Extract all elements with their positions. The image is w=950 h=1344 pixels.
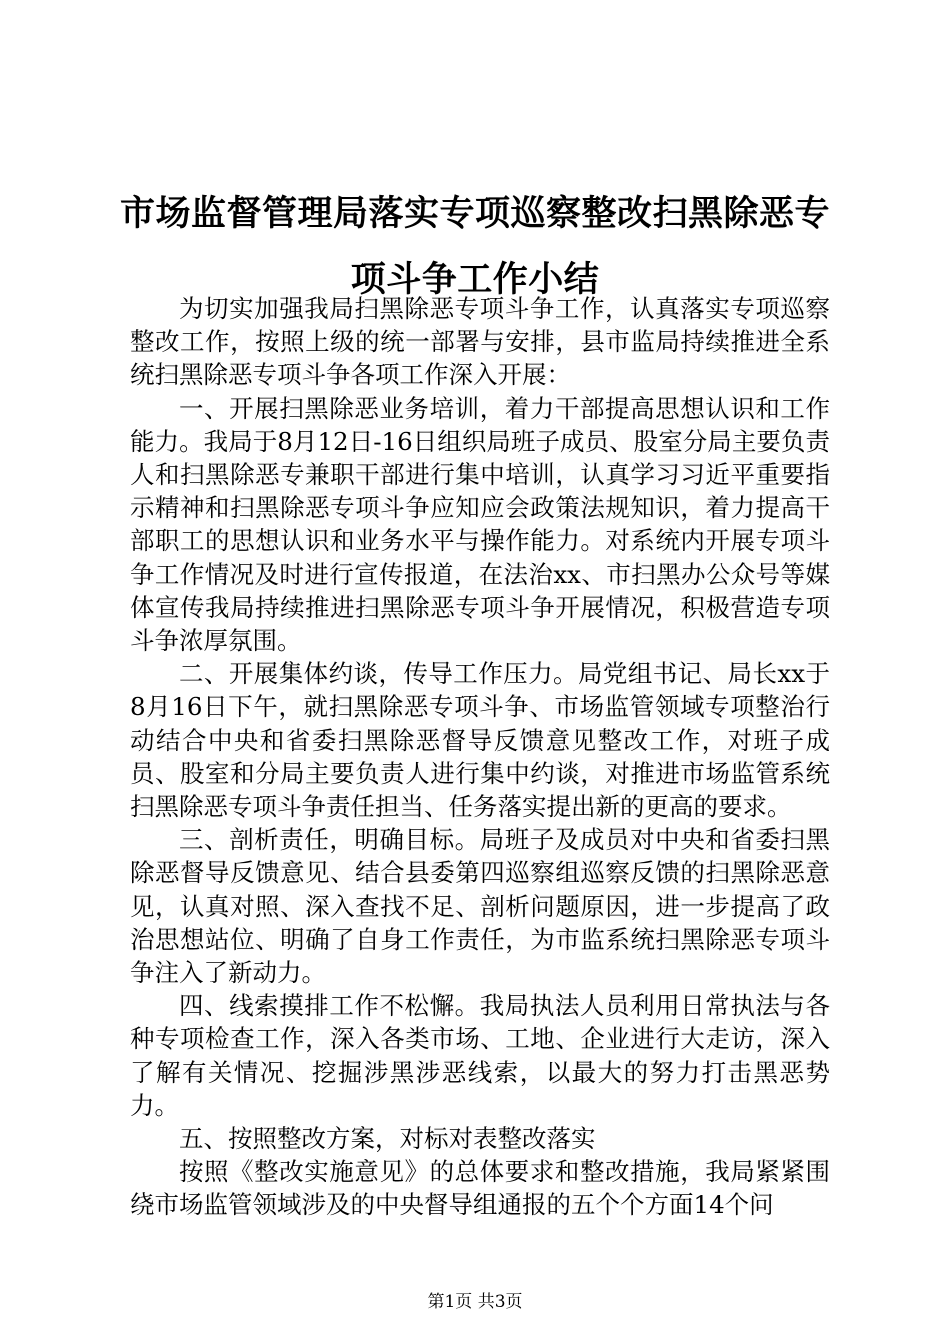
paragraph-section-3: 三、剖析责任，明确目标。局班子及成员对中央和省委扫黑除恶督导反馈意见、结合县委第四巡察组巡察反馈的扫黑除恶意见，认真对照、深入查找不足、剖析问题原因，进一步提高了政治思想站位、明确了自身工作责任，为市监系统扫黑除恶专项斗争注入了新动力。 <box>130 825 830 988</box>
paragraph-section-2: 二、开展集体约谈，传导工作压力。局党组书记、局长xx于8月16日下午，就扫黑除恶专项斗争、市场监管领域专项整治行动结合中央和省委扫黑除恶督导反馈意见整改工作，对班子成员、股室和分局主要负责人进行集中约谈，对推进市场监管系统扫黑除恶专项斗争责任担当、任务落实提出新的更高的要求。 <box>130 659 830 822</box>
document-body <box>130 292 830 1222</box>
paragraph-section-4: 四、线索摸排工作不松懈。我局执法人员利用日常执法与各种专项检查工作，深入各类市场、工地、企业进行大走访，深入了解有关情况、挖掘涉黑涉恶线索，以最大的努力打击黑恶势力。 <box>130 991 830 1120</box>
document-title-line-2: 项斗争工作小结 <box>350 259 600 300</box>
paragraph-section-5-heading: 五、按照整改方案，对标对表整改落实 <box>179 1124 596 1154</box>
document-title-line-1: 市场监督管理局落实专项巡察整改扫黑除恶专 <box>120 193 831 234</box>
paragraph-section-1: 一、开展扫黑除恶业务培训，着力干部提高思想认识和工作能力。我局于8月12日-16日组织局班子成员、股室分局主要负责人和扫黑除恶专兼职干部进行集中培训，认真学习习近平重要指示精神和扫黑除恶专项斗争应知应会政策法规知识，着力提高干部职工的思想认识和业务水平与操作能力。对系统内开展专项斗争工作情况及时进行宣传报道，在法治xx、市扫黑办公众号等媒体宣传我局持续推进扫黑除恶专项斗争开展情况，积极营造专项斗争浓厚氛围。 <box>130 393 830 656</box>
paragraph-section-5-body: 按照《整改实施意见》的总体要求和整改措施，我局紧紧围绕市场监管领域涉及的中央督导组通报的五个个方面14个问 <box>130 1157 830 1220</box>
page-number-footer: 第1页 共3页 <box>427 1292 523 1312</box>
paragraph-intro: 为切实加强我局扫黑除恶专项斗争工作，认真落实专项巡察整改工作，按照上级的统一部署与安排，县市监局持续推进全系统扫黑除恶专项斗争各项工作深入开展： <box>130 294 830 390</box>
